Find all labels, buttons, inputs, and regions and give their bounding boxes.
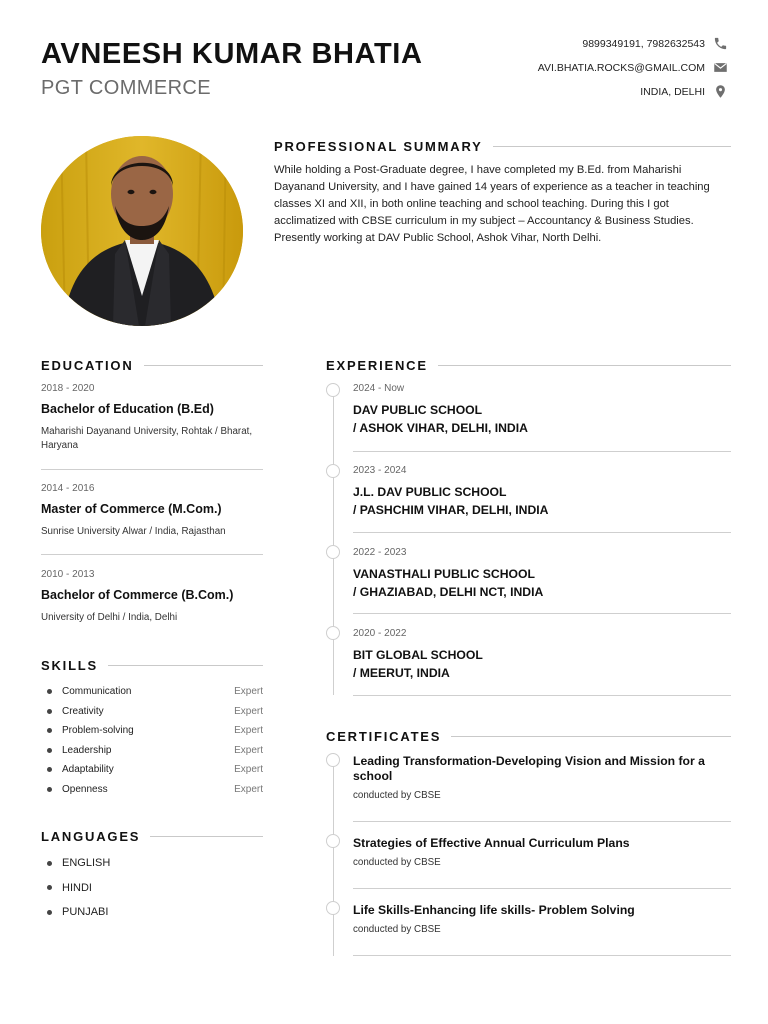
experience-title: EXPERIENCE <box>326 358 428 373</box>
languages-rule <box>150 836 263 837</box>
certificates-title: CERTIFICATES <box>326 729 442 744</box>
certificate-issuer: conducted by CBSE <box>353 790 441 801</box>
skill-name: Creativity <box>62 705 104 717</box>
contact-location <box>640 84 728 99</box>
experience-item <box>353 547 731 601</box>
bullet <box>47 689 52 694</box>
education-divider <box>41 554 263 555</box>
education-school: Sunrise University Alwar / India, Rajasthan <box>41 526 226 537</box>
skill-level: Expert <box>234 725 263 737</box>
skill-name: Communication <box>62 686 132 698</box>
phone-icon <box>713 36 728 51</box>
certificate-title: Life Skills-Enhancing life skills- Problem Solving <box>353 903 635 917</box>
bullet <box>47 709 52 714</box>
education-degree: Master of Commerce (M.Com.) <box>41 502 222 516</box>
map-pin-icon <box>713 84 728 99</box>
contact-phone <box>582 36 728 51</box>
certificates-heading <box>326 729 731 744</box>
skills-rule <box>108 665 263 666</box>
summary-rule <box>493 146 731 147</box>
skill-item <box>41 702 263 722</box>
certificate-divider <box>353 888 731 889</box>
certificate-issuer: conducted by CBSE <box>353 857 441 868</box>
languages-list <box>41 851 263 925</box>
summary-heading <box>274 139 731 154</box>
education-item <box>41 569 263 625</box>
language-item <box>41 900 263 925</box>
experience-org-name: BIT GLOBAL SCHOOL <box>353 648 483 662</box>
education-degree: Bachelor of Commerce (B.Com.) <box>41 588 234 602</box>
bullet <box>47 787 52 792</box>
timeline-dot <box>326 626 340 640</box>
language-item <box>41 851 263 876</box>
experience-org-location: / MEERUT, INDIA <box>353 666 450 680</box>
experience-org <box>353 483 731 519</box>
experience-item <box>353 383 731 437</box>
bullet <box>47 748 52 753</box>
education-years: 2010 - 2013 <box>41 569 95 580</box>
summary-text: While holding a Post-Graduate degree, I have completed my B.Ed. from Maharishi Dayanand University, and I have gained 14 years of experience as a teacher in teaching classes XI and XII, in both online teaching and school teaching. During this I got acclimatized with CBSE curriculum in my subject – Accountancy & Business Studies. Presently working at DAV Public School, Ashok Vihar, North Delhi. <box>274 164 710 244</box>
experience-org-name: DAV PUBLIC SCHOOL <box>353 403 483 417</box>
location-text: INDIA, DELHI <box>640 85 705 98</box>
education-years: 2018 - 2020 <box>41 383 95 394</box>
profile-photo <box>41 136 243 326</box>
education-item <box>41 383 263 453</box>
summary-title: PROFESSIONAL SUMMARY <box>274 139 483 154</box>
skill-name: Openness <box>62 783 108 795</box>
certificate-title: Leading Transformation-Developing Vision and Mission for a school <box>353 754 705 783</box>
bullet <box>47 910 52 915</box>
certificates-timeline <box>333 753 334 956</box>
email-text: AVI.BHATIA.ROCKS@GMAIL.COM <box>537 61 705 74</box>
education-heading <box>41 358 263 373</box>
skills-list <box>41 682 263 799</box>
experience-years: 2020 - 2022 <box>353 628 407 639</box>
certificate-title: Strategies of Effective Annual Curriculum Plans <box>353 836 630 850</box>
experience-org-name: VANASTHALI PUBLIC SCHOOL <box>353 567 535 581</box>
education-school: Maharishi Dayanand University, Rohtak / Bharat, Haryana <box>41 426 253 451</box>
education-item <box>41 483 263 539</box>
education-years: 2014 - 2016 <box>41 483 95 494</box>
mail-icon <box>713 60 728 75</box>
experience-org <box>353 401 731 437</box>
skill-name: Leadership <box>62 744 112 756</box>
skill-item <box>41 682 263 702</box>
experience-heading <box>326 358 731 373</box>
experience-org <box>353 646 731 682</box>
education-degree: Bachelor of Education (B.Ed) <box>41 402 214 416</box>
skills-title: SKILLS <box>41 658 99 673</box>
experience-divider <box>353 695 731 696</box>
skill-level: Expert <box>234 783 263 795</box>
skill-level: Expert <box>234 705 263 717</box>
experience-divider <box>353 532 731 533</box>
language-name: PUNJABI <box>62 906 109 919</box>
candidate-role: PGT COMMERCE <box>41 77 211 99</box>
skill-name: Problem-solving <box>62 725 134 737</box>
skills-heading <box>41 658 263 673</box>
certificate-item <box>353 903 731 935</box>
certificate-item <box>353 836 731 868</box>
experience-rule <box>438 365 731 366</box>
education-rule <box>144 365 263 366</box>
bullet <box>47 885 52 890</box>
bullet <box>47 861 52 866</box>
experience-years: 2023 - 2024 <box>353 465 407 476</box>
language-name: HINDI <box>62 881 92 894</box>
experience-timeline <box>333 383 334 695</box>
certificate-divider <box>353 821 731 822</box>
certificate-issuer: conducted by CBSE <box>353 924 441 935</box>
languages-heading <box>41 829 263 844</box>
certificate-divider <box>353 955 731 956</box>
certificate-item <box>353 754 731 801</box>
education-title: EDUCATION <box>41 358 134 373</box>
skill-item <box>41 780 263 800</box>
education-divider <box>41 469 263 470</box>
education-school: University of Delhi / India, Delhi <box>41 612 178 623</box>
experience-org <box>353 565 731 601</box>
timeline-dot <box>326 753 340 767</box>
skill-item <box>41 721 263 741</box>
timeline-dot <box>326 901 340 915</box>
contact-email <box>538 60 728 75</box>
skill-item <box>41 760 263 780</box>
bullet <box>47 767 52 772</box>
timeline-dot <box>326 834 340 848</box>
timeline-dot <box>326 464 340 478</box>
candidate-name: AVNEESH KUMAR BHATIA <box>41 38 423 70</box>
skill-name: Adaptability <box>62 764 114 776</box>
timeline-dot <box>326 383 340 397</box>
experience-divider <box>353 613 731 614</box>
experience-years: 2024 - Now <box>353 383 405 394</box>
bullet <box>47 728 52 733</box>
experience-divider <box>353 451 731 452</box>
skill-level: Expert <box>234 764 263 776</box>
experience-org-location: / ASHOK VIHAR, DELHI, INDIA <box>353 421 528 435</box>
experience-item <box>353 465 731 519</box>
experience-org-name: J.L. DAV PUBLIC SCHOOL <box>353 485 507 499</box>
timeline-dot <box>326 545 340 559</box>
phone-text: 9899349191, 7982632543 <box>582 37 705 50</box>
experience-item <box>353 628 731 682</box>
skill-level: Expert <box>234 686 263 698</box>
skill-level: Expert <box>234 744 263 756</box>
skill-item <box>41 741 263 761</box>
language-name: ENGLISH <box>62 857 111 870</box>
profile-photo-illustration <box>41 136 243 326</box>
language-item <box>41 876 263 901</box>
experience-org-location: / GHAZIABAD, DELHI NCT, INDIA <box>353 585 544 599</box>
experience-years: 2022 - 2023 <box>353 547 407 558</box>
languages-title: LANGUAGES <box>41 829 141 844</box>
certificates-rule <box>451 736 731 737</box>
experience-org-location: / PASHCHIM VIHAR, DELHI, INDIA <box>353 503 549 517</box>
